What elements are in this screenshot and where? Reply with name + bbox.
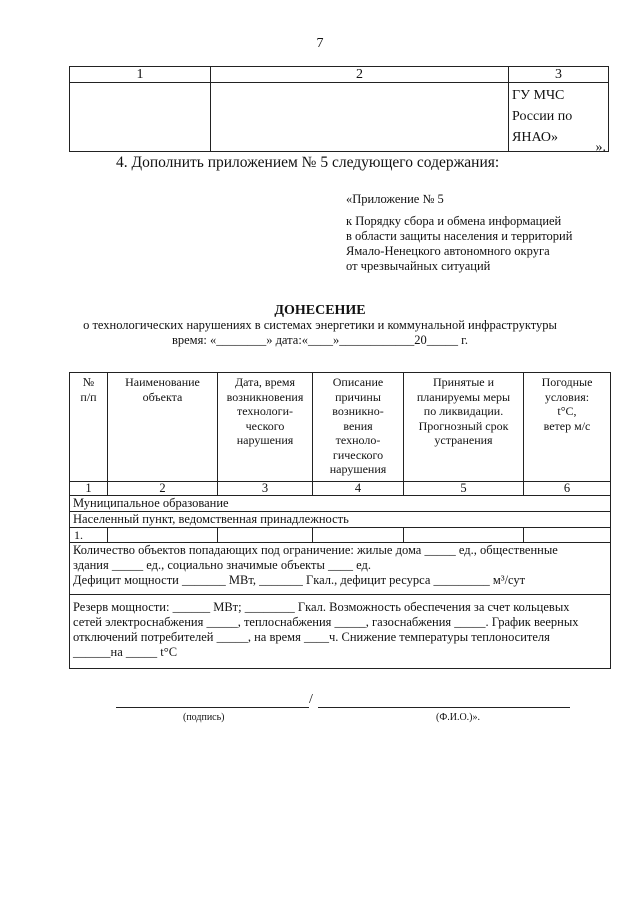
header-line: Принятые и <box>432 375 495 389</box>
header-number <box>70 373 108 482</box>
org-line: ГУ МЧС <box>512 88 565 103</box>
header-measures <box>404 373 524 482</box>
reserve-capacity-block <box>70 595 611 669</box>
empty-cell <box>218 528 313 543</box>
col-header-1: 1 <box>70 67 211 83</box>
empty-cell <box>108 528 218 543</box>
header-line: ветер м/с <box>543 418 591 433</box>
empty-cell <box>524 528 611 543</box>
signature-label: (подпись) <box>183 712 225 723</box>
report-title: ДОНЕСЕНИЕ <box>274 303 366 318</box>
header-line: № <box>82 375 95 389</box>
amendment-item-4: 4. Дополнить приложением № 5 следующего содержания: <box>116 154 500 171</box>
header-line: нарушения <box>236 433 294 447</box>
header-line: устранения <box>434 433 493 447</box>
header-line: объекта <box>142 389 183 404</box>
header-line: вения <box>343 418 373 433</box>
name-label: (Ф.И.О.)». <box>436 712 481 723</box>
block-line: сетей электроснабжения _____, теплоснабжения _____, газоснабжения _____. График веерных <box>73 615 579 629</box>
empty-cell <box>211 83 509 152</box>
block-line: ______на _____ t°C <box>73 645 178 659</box>
municipality-row: Муниципальное образование <box>70 496 611 512</box>
block-line: отключений потребителей _____, на время ____ч. Снижение температуры теплоносителя <box>73 630 550 644</box>
appendix-line: от чрезвычайных ситуаций <box>346 259 491 273</box>
org-line: ЯНАО» <box>512 130 558 145</box>
header-line: возникновения <box>226 389 304 404</box>
empty-cell <box>404 528 524 543</box>
appendix-title: «Приложение № 5 <box>346 192 444 206</box>
appendix-line: в области защиты населения и территорий <box>346 229 573 243</box>
objects-deficit-block <box>70 543 611 595</box>
header-line: гического <box>332 447 384 462</box>
continuation-table <box>69 66 609 152</box>
header-line: причины <box>335 389 381 404</box>
col-header-2: 2 <box>211 67 509 83</box>
block-line: Количество объектов попадающих под ограничение: жилые дома _____ ед., общественные <box>73 543 558 557</box>
settlement-row: Населенный пункт, ведомственная принадлежность <box>70 512 611 528</box>
header-line: нарушения <box>329 462 387 476</box>
col-header-3: 3 <box>509 67 609 83</box>
header-line: техноло- <box>335 433 381 447</box>
header-datetime <box>218 373 313 482</box>
empty-cell <box>313 528 404 543</box>
column-number: 6 <box>524 482 611 496</box>
header-line: Наименование <box>125 375 200 389</box>
page-number: 7 <box>316 36 324 51</box>
empty-cell <box>70 83 211 152</box>
report-datetime: время: «________» дата:«____»____________20_____ г. <box>171 333 469 347</box>
header-weather <box>524 373 611 482</box>
header-line: возникно- <box>332 404 384 418</box>
header-line: Дата, время <box>234 375 296 389</box>
column-number: 4 <box>313 482 404 496</box>
organization-cell <box>509 83 609 152</box>
appendix-line: к Порядку сбора и обмена информацией <box>346 214 562 228</box>
block-line: Резерв мощности: ______ МВт; ________ Гкал. Возможность обеспечения за счет кольцевых <box>73 600 570 614</box>
header-line: технологи- <box>236 404 293 418</box>
report-subtitle: о технологических нарушениях в системах энергетики и коммунальной инфраструктуры <box>83 318 557 332</box>
signature-line <box>116 707 309 708</box>
appendix-line: Ямало-Ненецкого автономного округа <box>346 244 550 258</box>
row-number: 1. <box>70 528 108 543</box>
closing-quote: ». <box>595 140 606 155</box>
report-table <box>69 372 611 669</box>
header-line: Погодные <box>541 375 593 389</box>
header-line: ческого <box>245 418 285 433</box>
block-line: здания _____ ед., социально значимые объекты ____ ед. <box>73 558 372 572</box>
header-line: планируемы меры <box>416 389 511 404</box>
header-line: t°C, <box>557 404 577 418</box>
block-line: Дефицит мощности _______ МВт, _______ Гкал., дефицит ресурса _________ м³/сут <box>73 573 526 587</box>
header-line: п/п <box>80 389 97 404</box>
header-line: Описание <box>332 375 384 389</box>
column-number: 3 <box>218 482 313 496</box>
name-line <box>318 707 570 708</box>
column-number: 1 <box>70 482 108 496</box>
column-number: 2 <box>108 482 218 496</box>
header-line: Прогнозный срок <box>418 418 509 433</box>
signature-slash: / <box>309 692 313 707</box>
header-line: по ликвидации. <box>423 404 504 418</box>
org-line: России по <box>512 109 573 124</box>
header-cause <box>313 373 404 482</box>
column-number: 5 <box>404 482 524 496</box>
header-line: условия: <box>544 389 590 404</box>
header-object-name <box>108 373 218 482</box>
